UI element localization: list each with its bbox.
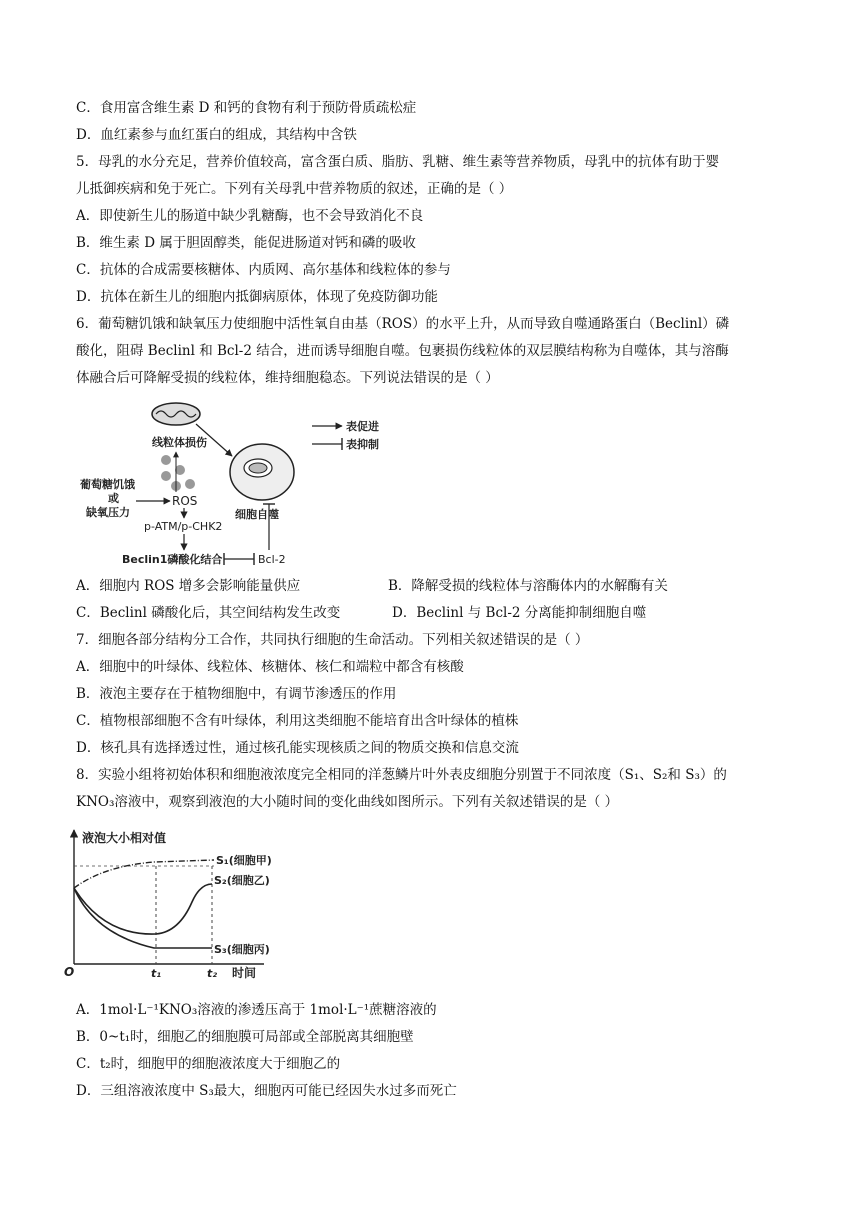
question-8-stem: 8．实验小组将初始体积和细胞液浓度完全相同的洋葱鳞片叶外表皮细胞分别置于不同浓度（S₁、S₂和 S₃）的 [76, 767, 727, 783]
stimulus-line1: 葡萄糖饥饿 [80, 478, 135, 491]
series-s3-line [74, 888, 212, 948]
option-b-q7: B．液泡主要存在于植物细胞中，有调节渗透压的作用 [76, 686, 397, 702]
option-b-q8: B．0~t₁时，细胞乙的细胞膜可局部或全部脱离其细胞壁 [76, 1029, 414, 1045]
question-6-stem: 6．葡萄糖饥饿和缺氧压力使细胞中活性氧自由基（ROS）的水平上升，从而导致自噬通路蛋白（Beclinl）磷 [76, 316, 730, 332]
series-s1-label: S₁(细胞甲) [216, 854, 272, 867]
option-d-q5: D．抗体在新生儿的细胞内抵御病原体，体现了免疫防御功能 [76, 289, 438, 305]
option-d-q7: D．核孔具有选择透过性，通过核孔能实现核质之间的物质交换和信息交流 [76, 740, 519, 756]
option-a-q7: A．细胞中的叶绿体、线粒体、核糖体、核仁和端粒中都含有核酸 [76, 659, 464, 675]
bcl2-label: Bcl-2 [258, 553, 286, 566]
ros-label: ROS [172, 494, 198, 508]
option-a-q5: A．即使新生儿的肠道中缺少乳糖酶，也不会导致消化不良 [76, 208, 424, 224]
series-s2-label: S₂(细胞乙) [214, 874, 270, 887]
tick-t1: t₁ [151, 967, 162, 980]
origin-label: O [64, 965, 75, 979]
autophagy-diagram [80, 400, 410, 570]
mito-damage-label: 线粒体损伤 [152, 436, 207, 449]
option-c-q5: C．抗体的合成需要核糖体、内质网、高尔基体和线粒体的参与 [76, 262, 451, 278]
patm-label: p-ATM/p-CHK2 [144, 520, 223, 533]
option-a-q8: A．1mol·L⁻¹KNO₃溶液的渗透压高于 1mol·L⁻¹蔗糖溶液的 [76, 1002, 437, 1018]
option-b-q6: B．降解受损的线粒体与溶酶体内的水解酶有关 [388, 578, 668, 594]
option-c-q6: C．Beclinl 磷酸化后，其空间结构发生改变 [76, 605, 341, 621]
stimulus-line3: 缺氧压力 [86, 506, 130, 519]
beclin-label: Beclin1磷酸化结合 [122, 553, 223, 566]
legend-promote: 表促进 [346, 420, 379, 433]
series-s1-line [74, 860, 214, 888]
option-a-q6: A．细胞内 ROS 增多会影响能量供应 [76, 578, 301, 594]
option-b-q5: B．维生素 D 属于胆固醇类，能促进肠道对钙和磷的吸收 [76, 235, 416, 251]
option-d-q8: D．三组溶液浓度中 S₃最大，细胞丙可能已经因失水过多而死亡 [76, 1083, 457, 1099]
legend-inhibit: 表抑制 [346, 438, 379, 451]
vacuole-size-chart [64, 826, 324, 986]
question-7-stem: 7．细胞各部分结构分工合作，共同执行细胞的生命活动。下列相关叙述错误的是（ ） [76, 632, 589, 648]
question-5-stem-cont: 儿抵御疾病和免于死亡。下列有关母乳中营养物质的叙述，正确的是（ ） [76, 181, 513, 197]
x-axis-label: 时间 [232, 966, 257, 980]
question-6-stem-cont1: 酸化，阻碍 Beclinl 和 Bcl-2 结合，进而诱导细胞自噬。包裹损伤线粒体的双层膜结构称为自噬体，其与溶酶 [76, 343, 729, 359]
question-5-stem: 5．母乳的水分充足，营养价值较高，富含蛋白质、脂肪、乳糖、维生素等营养物质，母乳中的抗体有助于婴 [76, 154, 720, 170]
tick-t2: t₂ [207, 967, 218, 980]
option-d-q4: D．血红素参与血红蛋白的组成，其结构中含铁 [76, 127, 357, 143]
stimulus-line2: 或 [108, 492, 119, 505]
question-6-stem-cont2: 体融合后可降解受损的线粒体，维持细胞稳态。下列说法错误的是（ ） [76, 370, 499, 386]
option-c-q7: C．植物根部细胞不含有叶绿体，利用这类细胞不能培育出含叶绿体的植株 [76, 713, 519, 729]
autophagy-label: 细胞自噬 [235, 508, 279, 521]
y-axis-label: 液泡大小相对值 [82, 831, 167, 845]
series-s3-label: S₃(细胞丙) [214, 943, 270, 956]
series-s2-line [74, 884, 212, 934]
option-c-q8: C．t₂时，细胞甲的细胞液浓度大于细胞乙的 [76, 1056, 341, 1072]
option-c-q4: C．食用富含维生素 D 和钙的食物有利于预防骨质疏松症 [76, 100, 417, 116]
option-d-q6: D．Beclinl 与 Bcl-2 分离能抑制细胞自噬 [392, 605, 647, 621]
question-8-stem-cont: KNO₃溶液中，观察到液泡的大小随时间的变化曲线如图所示。下列有关叙述错误的是（ ） [76, 794, 619, 810]
